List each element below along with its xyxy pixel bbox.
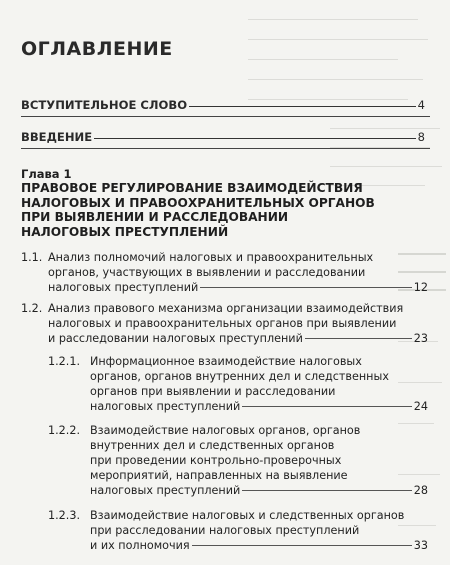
- entry-line: и их полномочия: [90, 539, 190, 552]
- entry-line: налоговых преступлений: [90, 400, 241, 413]
- entry-line: налоговых и правоохранительных органов при выявлении: [48, 317, 397, 330]
- toc-entry-section-1-1[interactable]: [48, 250, 428, 295]
- entry-line: налоговых преступлений: [90, 484, 241, 497]
- chapter-title-line: ПРАВОВОЕ РЕГУЛИРОВАНИЕ ВЗАИМОДЕЙСТВИЯ: [21, 181, 363, 195]
- entry-line: налоговых преступлений: [48, 281, 199, 294]
- entry-line: органов, органов внутренних дел и следственных: [90, 370, 389, 383]
- entry-line: Взаимодействие налоговых органов, органов: [90, 424, 361, 437]
- entry-line: органов при выявлении и расследовании: [90, 385, 336, 398]
- divider: [21, 116, 430, 117]
- toc-entry-introduction[interactable]: [21, 130, 425, 144]
- dot-leader: [200, 287, 411, 288]
- dot-leader: [192, 545, 412, 546]
- chapter-title[interactable]: [21, 181, 431, 239]
- subsection-number: 1.2.1.: [48, 355, 81, 368]
- toc-entry-label: ВСТУПИТЕЛЬНОЕ СЛОВО: [21, 98, 188, 112]
- dot-leader: [305, 338, 412, 339]
- dot-leader: [94, 138, 416, 139]
- toc-page-number: 24: [413, 400, 428, 413]
- toc-page-number: 33: [413, 539, 428, 552]
- toc-entry-foreword[interactable]: [21, 98, 425, 112]
- section-number: 1.1.: [21, 251, 43, 264]
- entry-line: и расследовании налоговых преступлений: [48, 332, 303, 345]
- divider: [21, 148, 430, 149]
- entry-line: внутренних дел и следственных органов: [90, 439, 335, 452]
- toc-page-number: 4: [417, 98, 425, 112]
- chapter-title-line: ПРИ ВЫЯВЛЕНИИ И РАССЛЕДОВАНИИ: [21, 210, 289, 224]
- chapter-title-line: НАЛОГОВЫХ И ПРАВООХРАНИТЕЛЬНЫХ ОРГАНОВ: [21, 195, 375, 210]
- page-title: ОГЛАВЛЕНИЕ: [21, 38, 173, 60]
- toc-entry-subsection-1-2-2[interactable]: [90, 423, 428, 498]
- subsection-number: 1.2.2.: [48, 424, 81, 437]
- toc-page-number: 8: [417, 130, 425, 144]
- toc-page-number: 12: [413, 281, 428, 294]
- bleed-through-text: [248, 2, 448, 112]
- toc-page-number: 28: [413, 484, 428, 497]
- entry-line: органов, участвующих в выявлении и расследовании: [48, 266, 366, 279]
- toc-entry-label: ВВЕДЕНИЕ: [21, 130, 93, 144]
- toc-entry-section-1-2[interactable]: [48, 301, 428, 346]
- entry-line: Информационное взаимодействие налоговых: [90, 355, 362, 368]
- toc-entry-subsection-1-2-3[interactable]: [90, 508, 428, 553]
- entry-line: мероприятий, направленных на выявление: [90, 469, 348, 482]
- chapter-label: Глава 1: [21, 167, 72, 181]
- entry-line: Анализ правового механизма организации взаимодействия: [48, 302, 404, 315]
- toc-page-number: 23: [413, 332, 428, 345]
- chapter-title-line: НАЛОГОВЫХ ПРЕСТУПЛЕНИЙ: [21, 224, 229, 239]
- entry-line: Взаимодействие налоговых и следственных органов: [90, 509, 405, 522]
- entry-line: при расследовании налоговых преступлений: [90, 524, 360, 537]
- section-number: 1.2.: [21, 302, 43, 315]
- entry-line: при проведении контрольно-проверочных: [90, 454, 342, 467]
- entry-line: Анализ полномочий налоговых и правоохранительных: [48, 251, 374, 264]
- dot-leader: [242, 406, 411, 407]
- dot-leader: [189, 106, 416, 107]
- toc-entry-subsection-1-2-1[interactable]: [90, 354, 428, 414]
- subsection-number: 1.2.3.: [48, 509, 81, 522]
- dot-leader: [242, 490, 411, 491]
